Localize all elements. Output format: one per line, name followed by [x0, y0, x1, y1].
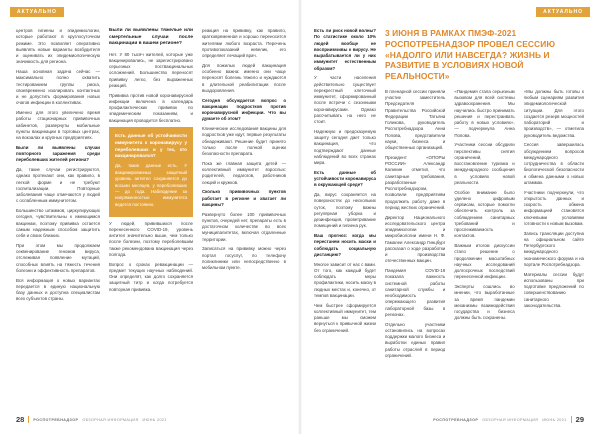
- body-paragraph: Для пожилых людей вакцинация особенно важна: именно они чаще переносят болезнь тяжело и нуждаются в длительной реабилитации после выздоровления.: [202, 62, 286, 93]
- body-paragraph: Большинство штаммов, циркулирующих сегодня, чувствительны к имеющимся вакцинам, поэтому прививка остается самым надежным способом защитить себя и своих близких.: [16, 208, 100, 238]
- body-paragraph: Сессия завершилась обсуждением вопросов международного сотрудничества в области биологической безопасности и обмена данными о новых штаммах.: [523, 142, 584, 185]
- body-paragraph: «Мы должны быть готовы к любым сценариям развития эпидемиологической ситуации. Для этого создается резерв мощностей лабораторий и производств», — отметила руководитель ведомства.: [523, 88, 584, 138]
- magazine-name: РОСПОТРЕБНАДЗОР: [33, 417, 79, 422]
- left-page-columns: [16, 28, 286, 394]
- left-page-footer: [16, 415, 167, 424]
- section-tag-right: [536, 7, 590, 17]
- text-column-2: [109, 28, 193, 394]
- magazine-section: ОБЗОРНАЯ ИНФОРМАЦИЯ: [482, 417, 539, 422]
- body-paragraph: Пока же главная защита детей — коллективный иммунитет взрослых: родителей, педагогов, работников секций и кружков.: [202, 160, 286, 185]
- body-paragraph: Да, такие данные есть. У вакцинированных защитный уровень антител сохраняется до восьми месяцев, у переболевших — до года. Наблюдение за напряженностью иммунитета ведется постоянно.: [115, 163, 187, 207]
- body-paragraph: реакция на прививку, как правило, кратковременная и хорошо переносится жителями любого возраста. Перечень противопоказаний невелик, его определяет лечащий врач.: [202, 28, 286, 58]
- body-paragraph: Запись трансляции доступна на официальном сайте Петербургского международного экономического форума и на портале Роспотребнадзора.: [523, 230, 584, 267]
- body-paragraph: Президент «ОПОРЫ РОССИИ» Александр Калинин отметил, что санитарные требования, разработанные Роспотребнадзором, позволили предприятиям продолжить работу даже в период жестких ограничений.: [385, 154, 446, 210]
- body-paragraph: Особое внимание было уделено цифровым сервисам, которые помогли обеспечить контроль за соблюдением санитарных требований и прослеживаемость контактов.: [454, 189, 515, 239]
- body-paragraph: В пленарной сессии приняли участие заместитель Председателя Правительства Российской Федерации Татьяна Голикова, руководитель Роспотребнадзора Анна Попова, представители науки, бизнеса и общественных организаций.: [385, 88, 446, 150]
- body-paragraph: Участники сессии обсудили перспективы снятия ограничений, восстановление туризма и международного сообщения в условиях новой реальности.: [454, 142, 515, 185]
- issue-date: ИЮНЬ 2021: [542, 417, 567, 422]
- body-paragraph: «Пандемия стала серьезным вызовом для всей системы здравоохранения. Мы научились быстро принимать решения и перестраивать работу в новых условиях», — подчеркнула Анна Попова.: [454, 88, 515, 138]
- text-column-5: [385, 89, 445, 394]
- body-paragraph: Да, вирус сохраняется на поверхностях до нескольких суток, поэтому важны регулярная уборка и дезинфекция, проветривание помещений и гигиена рук.: [314, 192, 376, 229]
- text-column-4: [314, 28, 376, 394]
- body-paragraph: Важным итогом дискуссии стало решение о продолжении масштабных научных исследований долгосрочных последствий перенесенной инфекции.: [454, 243, 515, 280]
- body-paragraph: У людей, привившихся после перенесенного COVID-19, уровень антител значительно выше, чем только после болезни, поэтому переболевшим также рекомендована вакцинация через полгода.: [109, 220, 193, 257]
- page-number: 28: [16, 415, 25, 424]
- footer-separator: [571, 416, 572, 423]
- body-paragraph: Вся информация о новых вариантах передается в единую национальную базу данных и доступна специалистам всех субъектов страны.: [16, 277, 100, 302]
- body-paragraph: Наша основная задача сейчас — максимально полно охватить тестированием группы риска, своевременно изолировать контактных и не допустить формирования новых очагов инфекции в коллективах.: [16, 69, 100, 106]
- body-paragraph: Отдельно участники остановились на вопросах поддержки малого бизнеса и выработки единых правил работы отраслей в период ограничений.: [385, 321, 446, 358]
- footer-separator: [28, 416, 29, 423]
- question-paragraph: Были ли выявлены случаи повторного заражения среди переболевших жителей региона?: [16, 144, 100, 163]
- text-column-1: [16, 28, 100, 394]
- section-tag-label: АКТУАЛЬНО: [543, 8, 583, 15]
- body-paragraph: Надежную и предсказуемую защиту сегодня дает только вакцинация, что подтверждают данные наблюдений во всех странах мира.: [314, 128, 376, 165]
- question-paragraph: Сколько прививочных пунктов работает в регионе и хватает ли вакцины?: [202, 189, 286, 207]
- question-paragraph: Есть данные об устойчивости коронавируса в окружающей среде?: [314, 169, 376, 188]
- column-2-top: [109, 28, 193, 124]
- session-article: [385, 28, 584, 394]
- issue-date: ИЮНЬ 2021: [142, 417, 167, 422]
- right-page-footer: [433, 415, 584, 424]
- magazine-section: ОБЗОРНАЯ ИНФОРМАЦИЯ: [82, 417, 139, 422]
- body-paragraph: Участники подчеркнули, что открытость данных и скорость обмена информацией становятся ключевыми условиями готовности к новым вызовам.: [523, 189, 584, 226]
- text-column-7: [524, 89, 584, 394]
- body-paragraph: Эксперты сошлись во мнении, что выработанные за время пандемии механизмы взаимодействия государства и бизнеса должны быть сохранены.: [454, 284, 515, 321]
- body-paragraph: Прививка против новой коронавирусной инфекции включена в календарь профилактических прививок по эпидемическим показаниям, и вакцинация проводится бесплатно.: [109, 92, 193, 123]
- body-paragraph: Вопрос о сроках ревакцинации — предмет текущих научных наблюдений. Они определят, как долго сохраняется защитный титр и когда потребуется повторная прививка.: [109, 261, 193, 292]
- body-paragraph: При этом мы продолжаем секвенирование геномов вируса, отслеживая появление мутаций, способных влиять на тяжесть течения болезни и эффективность препаратов.: [16, 242, 100, 273]
- body-paragraph: У части населения действительно существует перекрестный клеточный иммунитет, сформированный после встречи с сезонными коронавирусами. Однако рассчитывать на него не стоит.: [314, 75, 376, 124]
- body-paragraph: Многое зависит от нас с вами. От того, как каждый будет соблюдать меры профилактики, носить маску в людных местах и, конечно, от темпов вакцинации.: [314, 261, 376, 298]
- highlight-box: [109, 127, 193, 216]
- body-paragraph: Развернуто более 100 прививочных пунктов, очередей нет, препараты есть в достаточном количестве во всех муниципалитетах, включая отдаленные территории.: [202, 211, 286, 242]
- column-2-bottom: [109, 221, 193, 293]
- right-page-columns: [314, 28, 584, 394]
- text-column-3: [202, 28, 286, 394]
- page-number: 29: [575, 415, 584, 424]
- section-tag-left: [10, 7, 64, 17]
- question-paragraph: Есть данные об устойчивости иммунитета к коронавирусу у переболевших и у тех, кто вакцинировался?: [115, 133, 187, 159]
- article-columns: [385, 89, 584, 394]
- question-paragraph: Ваш прогноз: когда мы перестанем носить маски и соблюдать социальную дистанцию?: [314, 233, 376, 257]
- body-paragraph: Именно для этого увеличено время работы стационарных прививочных кабинетов, развернуты мобильные пункты вакцинации в торговых центрах, на вокзалах и крупных предприятиях.: [16, 110, 100, 140]
- question-paragraph: Есть ли риск новой волны? По статистике около 10% людей вообще не восприимчивы к вирусу. Не вырабатывается ли у них иммунитет естественным образом?: [314, 28, 376, 71]
- body-paragraph: Чем быстрее сформируется коллективный иммунитет, тем раньше мы сможем вернуться к привычной жизни без ограничений.: [314, 302, 376, 333]
- section-tag-label: АКТУАЛЬНО: [17, 8, 57, 15]
- question-paragraph: Были ли выявлены тяжелые или смертельные случаи после вакцинации в вашем регионе?: [109, 28, 193, 47]
- article-headline: 3 ИЮНЯ В РАМКАХ ПМЭФ-2021 РОСПОТРЕБНАДЗОР ПРОВЕЛ СЕССИЮ «НАДОЛГО ИЛИ НАВСЕГДА? ЖИЗНЬ И РАЗВИТИЕ В УСЛОВИЯХ НОВОЙ РЕАЛЬНОСТИ»: [385, 28, 556, 81]
- body-paragraph: Пандемия COVID-19 показала важность системной работы санитарной службы и необходимость опережающего развития лабораторной базы в регионах.: [385, 268, 446, 317]
- text-column-6: [454, 89, 514, 394]
- body-paragraph: Материалы сессии будут использованы при подготовке предложений по совершенствованию санитарного законодательства.: [523, 271, 584, 308]
- question-paragraph: Сегодня обсуждается вопрос о вакцинации подростков против коронавирусной инфекции. Что вы думаете об этом?: [202, 97, 286, 122]
- body-paragraph: Записаться на прививку можно через портал госуслуг, по телефону поликлиники или непосредственно в мобильном пункте.: [202, 246, 286, 270]
- body-paragraph: центров гигиены и эпидемиологии, которые работают в круглосуточном режиме. Это позволяет оперативно выявлять новые варианты возбудителя и оценивать их эпидемиологическую значимость для региона.: [16, 28, 100, 65]
- right-page: [300, 0, 600, 434]
- body-paragraph: Нет. У 80 тысяч жителей, которые уже вакцинировались, не зарегистрировано серьезных поствакцинальных осложнений. Большинство переносят прививку легко, без выраженных реакций.: [109, 51, 193, 88]
- body-paragraph: Директор Национального исследовательского центра эпидемиологии и микробиологии имени Н. Ф. Гамалеи Александр Гинцбург рассказал о ходе разработки и производства отечественных вакцин.: [385, 214, 446, 264]
- body-paragraph: Клинические исследования вакцины для подростков уже идут, первые результаты обнадеживают. Решение будет принято только после полной оценки безопасности препарата.: [202, 126, 286, 156]
- magazine-name: РОСПОТРЕБНАДЗОР: [433, 417, 479, 422]
- body-paragraph: Да, такие случаи регистрируются, однако протекают они, как правило, в легкой форме и не требуют госпитализации. Повторные заболевания чаще отмечаются у людей с ослабленным иммунитетом.: [16, 167, 100, 204]
